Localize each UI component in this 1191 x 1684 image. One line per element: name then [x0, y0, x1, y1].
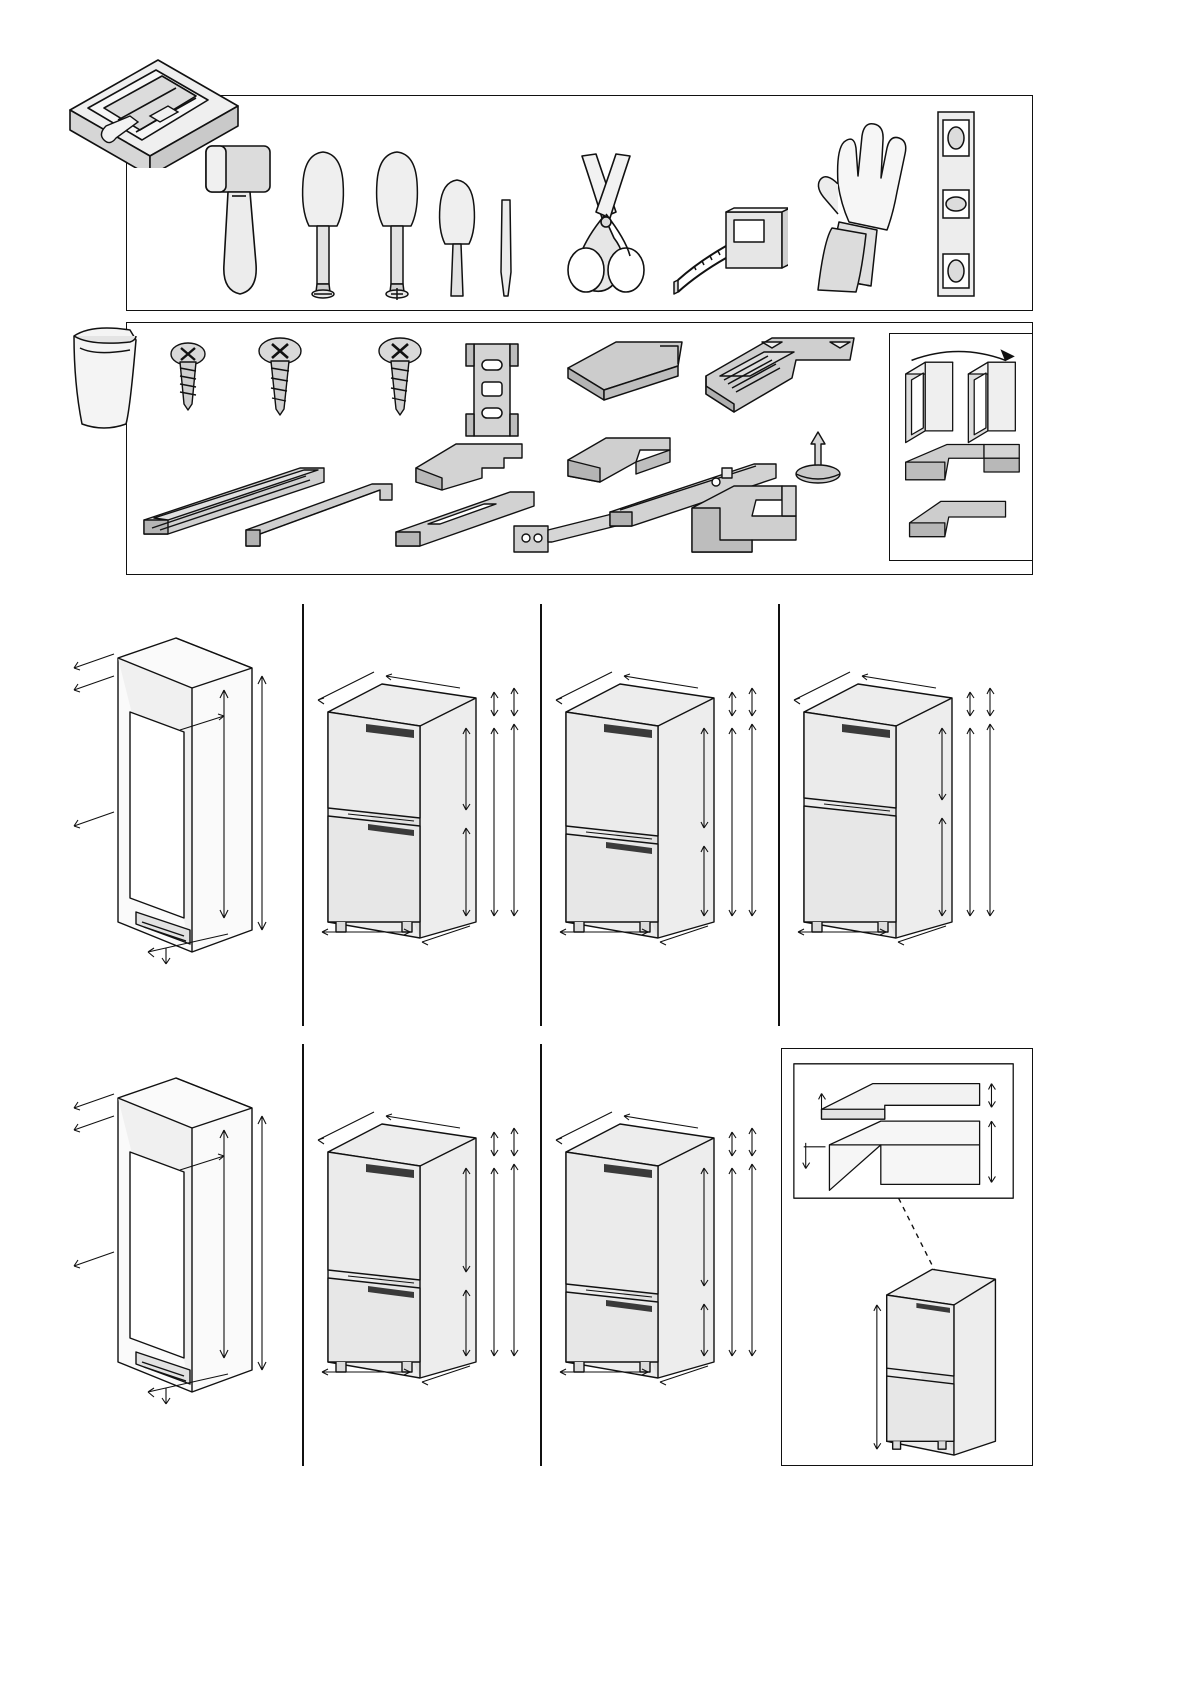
- fridge-dimension-diagram: [548, 668, 778, 968]
- cell-divider: [302, 1044, 304, 1466]
- door-block-icon: [686, 478, 822, 560]
- mallet-icon: [198, 140, 282, 300]
- fridge-dimension-diagram: [548, 1108, 778, 1408]
- cabinet-niche-diagram: [56, 1070, 286, 1410]
- screw-short-icon: [162, 340, 218, 412]
- flat-screwdriver-icon: [296, 148, 350, 300]
- awl-icon: [434, 176, 480, 300]
- hinge-bracket-icon: [460, 338, 524, 442]
- cabinet-niche-diagram: [56, 630, 286, 970]
- cell-divider: [540, 604, 542, 1026]
- spacer-plate-small-icon: [410, 438, 530, 496]
- screw-medium-icon: [252, 336, 312, 416]
- channel-profile-icon: [240, 476, 400, 554]
- cell-divider: [540, 1044, 542, 1466]
- hinge-detail-callout-diagram: [781, 1048, 1033, 1466]
- spirit-level-icon: [934, 108, 978, 300]
- cell-divider: [302, 604, 304, 1026]
- spacer-plate-icon: [700, 334, 860, 416]
- cover-cap-icon: [560, 338, 690, 404]
- gloves-icon: [800, 118, 922, 300]
- phillips-screwdriver-icon: [370, 148, 424, 300]
- push-pin-icon: [790, 428, 846, 490]
- fridge-dimension-diagram: [786, 668, 1016, 968]
- scissors-icon: [552, 150, 658, 302]
- inset-door-swap-diagram: [889, 333, 1033, 561]
- cell-divider: [778, 604, 780, 1026]
- parts-bag-icon: [58, 318, 158, 436]
- screw-long-icon: [372, 336, 432, 416]
- chisel-icon: [494, 196, 518, 300]
- tape-measure-icon: [672, 206, 788, 298]
- fridge-dimension-diagram: [310, 668, 540, 968]
- fridge-dimension-diagram: [310, 1108, 540, 1408]
